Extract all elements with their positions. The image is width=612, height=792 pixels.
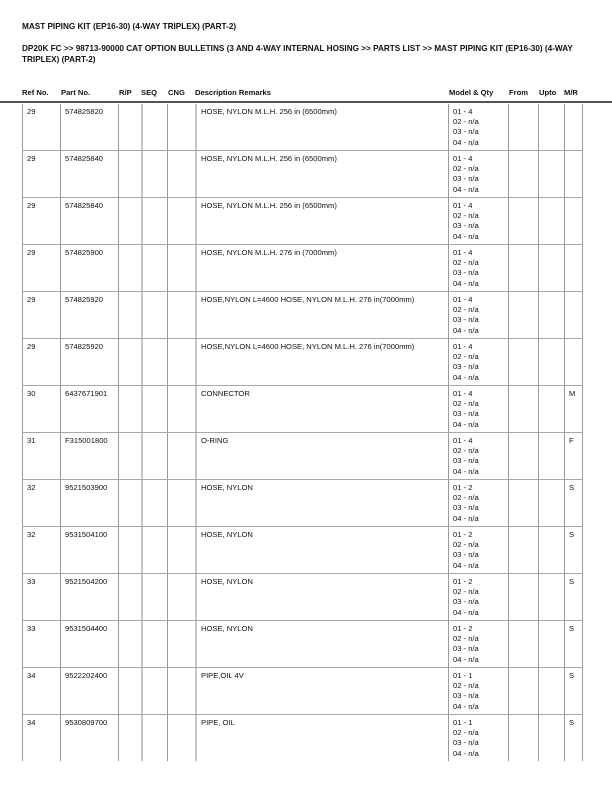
- cell-desc: HOSE, NYLON M.L.H. 276 in (7000mm): [195, 245, 448, 291]
- model-qty-line: 04 - n/a: [453, 184, 479, 194]
- cell-desc: HOSE, NYLON M.L.H. 256 in (6500mm): [195, 151, 448, 197]
- model-qty-line: 03 - n/a: [453, 315, 479, 325]
- model-qty-line: 03 - n/a: [453, 409, 479, 419]
- model-qty-line: 03 - n/a: [453, 503, 479, 513]
- model-qty-line: 03 - n/a: [453, 738, 479, 748]
- cell-ref: 29: [22, 292, 60, 338]
- cell-part: F315001800: [60, 433, 118, 479]
- model-qty-line: 01 - 1: [453, 718, 473, 727]
- table-row: [22, 527, 583, 574]
- model-qty-line: 02 - n/a: [453, 493, 479, 503]
- cell-ref: 31: [22, 433, 60, 479]
- cell-cng: [167, 104, 195, 150]
- table-header: [0, 88, 612, 100]
- cell-part: 6437671901: [60, 386, 118, 432]
- cell-upto: [538, 480, 564, 526]
- cell-cng: [167, 668, 195, 714]
- table-row: [22, 386, 583, 433]
- cell-upto: [538, 245, 564, 291]
- model-qty-line: 03 - n/a: [453, 644, 479, 654]
- model-qty-line: 02 - n/a: [453, 540, 479, 550]
- cell-rp: [118, 339, 141, 385]
- cell-mr: S: [564, 480, 583, 526]
- model-qty-line: 03 - n/a: [453, 597, 479, 607]
- cell-ref: 29: [22, 198, 60, 244]
- table-row: [22, 480, 583, 527]
- column-header-seq: SEQ: [141, 88, 158, 97]
- cell-rp: [118, 151, 141, 197]
- cell-desc: CONNECTOR: [195, 386, 448, 432]
- cell-seq: [141, 480, 167, 526]
- cell-from: [508, 574, 538, 620]
- cell-from: [508, 245, 538, 291]
- cell-part: 9530809700: [60, 715, 118, 761]
- cell-model: [448, 668, 508, 714]
- cell-model: [448, 715, 508, 761]
- cell-desc: HOSE, NYLON: [195, 527, 448, 573]
- cell-from: [508, 198, 538, 244]
- cell-rp: [118, 245, 141, 291]
- model-qty-line: 01 - 4: [453, 154, 473, 163]
- cell-seq: [141, 245, 167, 291]
- cell-upto: [538, 527, 564, 573]
- cell-part: 574825920: [60, 339, 118, 385]
- model-qty-line: 03 - n/a: [453, 174, 479, 184]
- model-qty-line: 03 - n/a: [453, 127, 479, 137]
- cell-desc: HOSE, NYLON M.L.H. 256 in (6500mm): [195, 198, 448, 244]
- column-header-rp: R/P: [119, 88, 132, 97]
- cell-from: [508, 292, 538, 338]
- cell-rp: [118, 480, 141, 526]
- cell-desc: HOSE, NYLON: [195, 574, 448, 620]
- cell-model: [448, 574, 508, 620]
- model-qty-line: 02 - n/a: [453, 681, 479, 691]
- model-qty-line: 01 - 4: [453, 342, 473, 351]
- cell-cng: [167, 433, 195, 479]
- cell-upto: [538, 386, 564, 432]
- cell-from: [508, 480, 538, 526]
- model-qty-line: 04 - n/a: [453, 419, 479, 429]
- model-qty-line: 03 - n/a: [453, 456, 479, 466]
- cell-cng: [167, 527, 195, 573]
- column-header-model: Model & Qty: [449, 88, 494, 97]
- cell-rp: [118, 292, 141, 338]
- cell-cng: [167, 292, 195, 338]
- cell-ref: 34: [22, 668, 60, 714]
- model-qty-line: 01 - 1: [453, 671, 473, 680]
- cell-ref: 33: [22, 574, 60, 620]
- cell-upto: [538, 339, 564, 385]
- cell-part: 9521503900: [60, 480, 118, 526]
- cell-rp: [118, 668, 141, 714]
- model-qty-line: 03 - n/a: [453, 268, 479, 278]
- model-qty-line: 01 - 4: [453, 389, 473, 398]
- table-row: [22, 621, 583, 668]
- model-qty-line: 02 - n/a: [453, 634, 479, 644]
- cell-mr: F: [564, 433, 583, 479]
- cell-rp: [118, 574, 141, 620]
- model-qty-line: 02 - n/a: [453, 587, 479, 597]
- cell-model: [448, 480, 508, 526]
- cell-desc: PIPE, OIL: [195, 715, 448, 761]
- cell-model: [448, 433, 508, 479]
- model-qty-line: 02 - n/a: [453, 117, 479, 127]
- cell-desc: PIPE,OIL 4V: [195, 668, 448, 714]
- cell-seq: [141, 104, 167, 150]
- model-qty-line: 02 - n/a: [453, 305, 479, 315]
- cell-mr: [564, 292, 583, 338]
- breadcrumb: DP20K FC >> 98713-90000 CAT OPTION BULLETINS (3 AND 4-WAY INTERNAL HOSING >> PARTS LIST >> MAST PIPING KIT (EP16-30) (4-WAY TRIPLEX) (PART-2): [22, 44, 573, 64]
- model-qty-line: 04 - n/a: [453, 748, 479, 758]
- cell-cng: [167, 386, 195, 432]
- cell-upto: [538, 104, 564, 150]
- cell-seq: [141, 527, 167, 573]
- cell-part: 574825920: [60, 292, 118, 338]
- cell-upto: [538, 715, 564, 761]
- column-header-cng: CNG: [168, 88, 185, 97]
- cell-from: [508, 386, 538, 432]
- cell-cng: [167, 574, 195, 620]
- model-qty-line: 01 - 4: [453, 201, 473, 210]
- cell-part: 9531504100: [60, 527, 118, 573]
- column-header-ref: Ref No.: [22, 88, 49, 97]
- model-qty-line: 04 - n/a: [453, 513, 479, 523]
- cell-cng: [167, 621, 195, 667]
- model-qty-line: 02 - n/a: [453, 728, 479, 738]
- column-header-part: Part No.: [61, 88, 91, 97]
- cell-cng: [167, 480, 195, 526]
- cell-seq: [141, 386, 167, 432]
- model-qty-line: 03 - n/a: [453, 550, 479, 560]
- model-qty-line: 04 - n/a: [453, 325, 479, 335]
- cell-mr: [564, 339, 583, 385]
- model-qty-line: 03 - n/a: [453, 221, 479, 231]
- cell-mr: S: [564, 574, 583, 620]
- header-divider: [0, 101, 612, 103]
- cell-from: [508, 668, 538, 714]
- table-row: [22, 198, 583, 245]
- cell-part: 574825900: [60, 245, 118, 291]
- model-qty-line: 01 - 2: [453, 483, 473, 492]
- cell-upto: [538, 151, 564, 197]
- cell-from: [508, 339, 538, 385]
- model-qty-line: 03 - n/a: [453, 362, 479, 372]
- table-row: [22, 715, 583, 761]
- cell-ref: 32: [22, 527, 60, 573]
- model-qty-line: 04 - n/a: [453, 654, 479, 664]
- table-row: [22, 339, 583, 386]
- model-qty-line: 02 - n/a: [453, 211, 479, 221]
- cell-model: [448, 339, 508, 385]
- cell-rp: [118, 621, 141, 667]
- model-qty-line: 01 - 4: [453, 107, 473, 116]
- column-header-desc: Description Remarks: [195, 88, 271, 97]
- cell-desc: O-RING: [195, 433, 448, 479]
- model-qty-line: 02 - n/a: [453, 399, 479, 409]
- cell-rp: [118, 104, 141, 150]
- model-qty-line: 01 - 2: [453, 577, 473, 586]
- cell-model: [448, 104, 508, 150]
- cell-seq: [141, 433, 167, 479]
- cell-cng: [167, 151, 195, 197]
- cell-seq: [141, 198, 167, 244]
- cell-ref: 32: [22, 480, 60, 526]
- model-qty-line: 04 - n/a: [453, 701, 479, 711]
- column-header-mr: M/R: [564, 88, 578, 97]
- cell-model: [448, 198, 508, 244]
- parts-table: [22, 104, 583, 761]
- cell-upto: [538, 621, 564, 667]
- cell-seq: [141, 339, 167, 385]
- cell-seq: [141, 668, 167, 714]
- model-qty-line: 04 - n/a: [453, 278, 479, 288]
- cell-seq: [141, 292, 167, 338]
- table-row: [22, 245, 583, 292]
- cell-desc: HOSE, NYLON M.L.H. 256 in (6500mm): [195, 104, 448, 150]
- model-qty-line: 01 - 4: [453, 295, 473, 304]
- cell-rp: [118, 433, 141, 479]
- cell-seq: [141, 621, 167, 667]
- cell-upto: [538, 292, 564, 338]
- cell-cng: [167, 198, 195, 244]
- cell-upto: [538, 433, 564, 479]
- cell-from: [508, 715, 538, 761]
- cell-from: [508, 104, 538, 150]
- cell-model: [448, 527, 508, 573]
- cell-cng: [167, 715, 195, 761]
- model-qty-line: 01 - 2: [453, 624, 473, 633]
- cell-ref: 29: [22, 151, 60, 197]
- cell-ref: 33: [22, 621, 60, 667]
- table-row: [22, 433, 583, 480]
- cell-rp: [118, 386, 141, 432]
- table-row: [22, 151, 583, 198]
- cell-upto: [538, 668, 564, 714]
- cell-model: [448, 621, 508, 667]
- model-qty-line: 04 - n/a: [453, 560, 479, 570]
- cell-mr: [564, 151, 583, 197]
- cell-rp: [118, 527, 141, 573]
- cell-desc: HOSE, NYLON: [195, 621, 448, 667]
- cell-part: 9531504400: [60, 621, 118, 667]
- model-qty-line: 02 - n/a: [453, 164, 479, 174]
- model-qty-line: 04 - n/a: [453, 607, 479, 617]
- cell-mr: S: [564, 668, 583, 714]
- cell-mr: [564, 198, 583, 244]
- cell-part: 9522202400: [60, 668, 118, 714]
- model-qty-line: 03 - n/a: [453, 691, 479, 701]
- cell-mr: S: [564, 715, 583, 761]
- cell-ref: 29: [22, 104, 60, 150]
- model-qty-line: 04 - n/a: [453, 466, 479, 476]
- cell-upto: [538, 574, 564, 620]
- cell-cng: [167, 245, 195, 291]
- model-qty-line: 01 - 2: [453, 530, 473, 539]
- cell-mr: S: [564, 621, 583, 667]
- cell-from: [508, 433, 538, 479]
- table-row: [22, 292, 583, 339]
- model-qty-line: 02 - n/a: [453, 352, 479, 362]
- cell-part: 574825840: [60, 198, 118, 244]
- model-qty-line: 04 - n/a: [453, 372, 479, 382]
- cell-desc: HOSE, NYLON: [195, 480, 448, 526]
- cell-ref: 30: [22, 386, 60, 432]
- cell-ref: 34: [22, 715, 60, 761]
- model-qty-line: 02 - n/a: [453, 258, 479, 268]
- cell-part: 574825820: [60, 104, 118, 150]
- cell-seq: [141, 151, 167, 197]
- cell-rp: [118, 715, 141, 761]
- cell-cng: [167, 339, 195, 385]
- cell-model: [448, 386, 508, 432]
- cell-from: [508, 621, 538, 667]
- cell-upto: [538, 198, 564, 244]
- cell-model: [448, 245, 508, 291]
- cell-rp: [118, 198, 141, 244]
- column-header-upto: Upto: [539, 88, 557, 97]
- cell-mr: S: [564, 527, 583, 573]
- cell-ref: 29: [22, 245, 60, 291]
- cell-mr: [564, 104, 583, 150]
- cell-desc: HOSE,NYLON L=4600 HOSE, NYLON M.L.H. 276 in(7000mm): [195, 339, 448, 385]
- cell-ref: 29: [22, 339, 60, 385]
- cell-mr: [564, 245, 583, 291]
- model-qty-line: 01 - 4: [453, 248, 473, 257]
- model-qty-line: 01 - 4: [453, 436, 473, 445]
- cell-model: [448, 292, 508, 338]
- table-row: [22, 574, 583, 621]
- cell-seq: [141, 574, 167, 620]
- table-row: [22, 668, 583, 715]
- cell-part: 9521504200: [60, 574, 118, 620]
- cell-from: [508, 527, 538, 573]
- page-title: MAST PIPING KIT (EP16-30) (4-WAY TRIPLEX) (PART-2): [22, 22, 237, 31]
- cell-from: [508, 151, 538, 197]
- cell-seq: [141, 715, 167, 761]
- model-qty-line: 02 - n/a: [453, 446, 479, 456]
- model-qty-line: 04 - n/a: [453, 231, 479, 241]
- model-qty-line: 04 - n/a: [453, 137, 479, 147]
- column-header-from: From: [509, 88, 528, 97]
- table-row: [22, 104, 583, 151]
- cell-part: 574825840: [60, 151, 118, 197]
- cell-desc: HOSE,NYLON L=4600 HOSE, NYLON M.L.H. 276 in(7000mm): [195, 292, 448, 338]
- cell-mr: M: [564, 386, 583, 432]
- cell-model: [448, 151, 508, 197]
